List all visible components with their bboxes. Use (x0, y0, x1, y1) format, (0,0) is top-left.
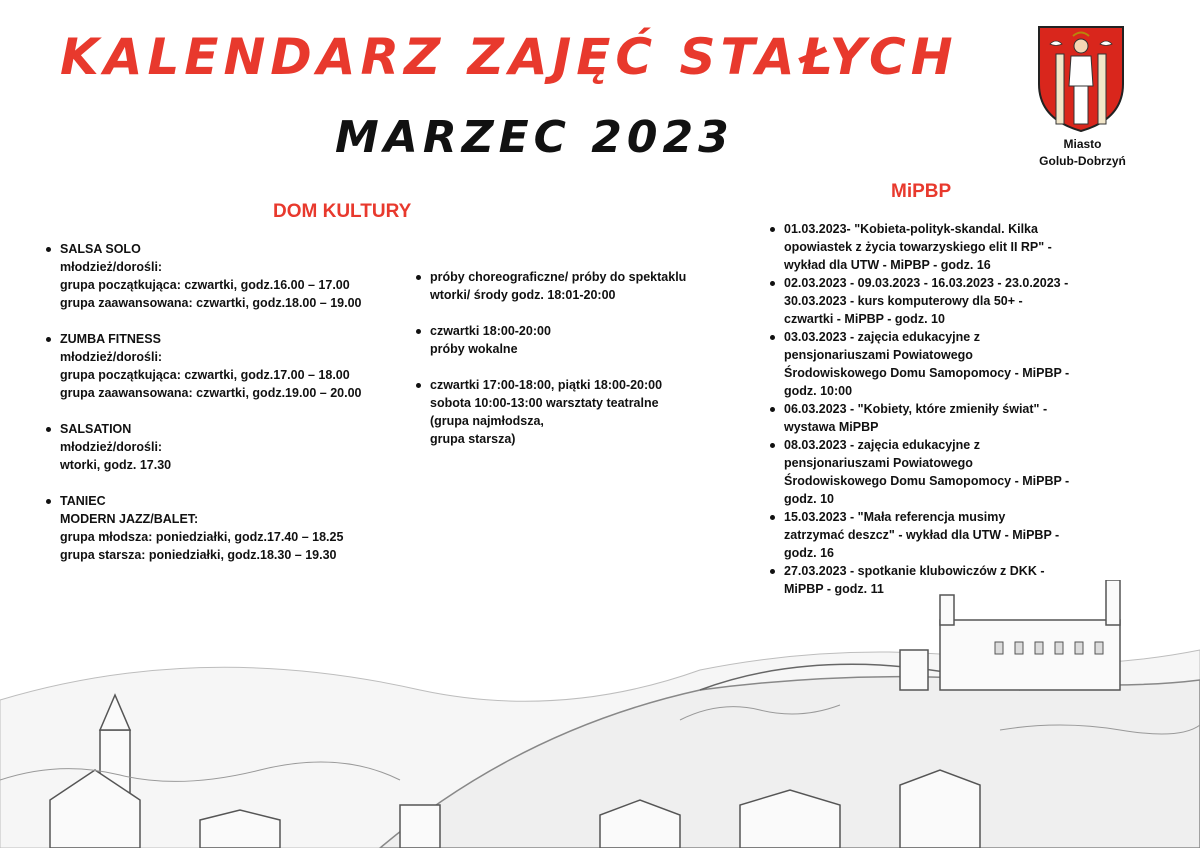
dom-kultury-left-list (44, 240, 414, 582)
page-subtitle: MARZEC 2023 (335, 112, 734, 163)
city-crest-icon (1036, 24, 1126, 134)
page-title: KALENDARZ ZAJĘĆ STAŁYCH (60, 28, 958, 86)
list-item: próby choreograficzne/ próby do spektaklu wtorki/ środy godz. 18:01-20:00 (414, 268, 724, 304)
list-item: 08.03.2023 - zajęcia edukacyjne z pensjonariuszami Powiatowego Środowiskowego Domu Samopomocy - MiPBP - godz. 10 (768, 436, 1098, 508)
list-item: SALSATION młodzież/dorośli: wtorki, godz. 17.30 (44, 420, 414, 474)
mipbp-list (768, 220, 1098, 598)
dom-kultury-heading: DOM KULTURY (273, 201, 412, 222)
list-item: 06.03.2023 - "Kobiety, które zmieniły świat" - wystawa MiPBP (768, 400, 1098, 436)
list-item: 03.03.2023 - zajęcia edukacyjne z pensjonariuszami Powiatowego Środowiskowego Domu Samopomocy - MiPBP - godz. 10:00 (768, 328, 1098, 400)
crest-label: Miasto Golub-Dobrzyń (1039, 137, 1126, 168)
list-item: ZUMBA FITNESS młodzież/dorośli: grupa początkująca: czwartki, godz.17.00 – 18.00 grupa zaawansowana: czwartki, godz.19.00 – 20.00 (44, 330, 414, 402)
list-item: SALSA SOLO młodzież/dorośli: grupa początkująca: czwartki, godz.16.00 – 17.00 grupa zaawansowana: czwartki, godz.18.00 – 19.00 (44, 240, 414, 312)
list-item: TANIEC MODERN JAZZ/BALET: grupa młodsza: poniedziałki, godz.17.40 – 18.25 grupa starsza: poniedziałki, godz.18.30 – 19.30 (44, 492, 414, 564)
list-item: 15.03.2023 - "Mała referencja musimy zatrzymać deszcz" - wykład dla UTW - MiPBP - godz. 16 (768, 508, 1098, 562)
list-item: 02.03.2023 - 09.03.2023 - 16.03.2023 - 23.0.2023 - 30.03.2023 - kurs komputerowy dla 50+ - czwartki - MiPBP - godz. 10 (768, 274, 1098, 328)
list-item: czwartki 17:00-18:00, piątki 18:00-20:00 sobota 10:00-13:00 warsztaty teatralne (grupa najmłodsza, grupa starsza) (414, 376, 724, 448)
list-item: czwartki 18:00-20:00 próby wokalne (414, 322, 724, 358)
list-item: 27.03.2023 - spotkanie klubowiczów z DKK - MiPBP - godz. 11 (768, 562, 1098, 598)
town-sketch-illustration (0, 580, 1200, 848)
mipbp-heading: MiPBP (891, 181, 952, 202)
list-item: 01.03.2023- "Kobieta-polityk-skandal. Kilka opowiastek z życia towarzyskiego elit II RP" - wykład dla UTW - MiPBP - godz. 16 (768, 220, 1098, 274)
dom-kultury-right-list (414, 268, 724, 466)
